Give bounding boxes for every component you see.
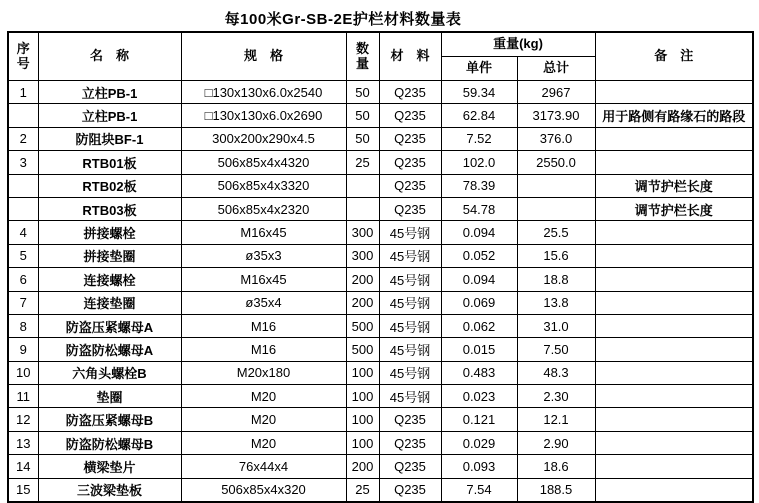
- cell-total-weight: 18.6: [517, 455, 595, 478]
- cell-seq: 13: [8, 431, 38, 454]
- cell-unit-weight: 59.34: [441, 81, 517, 104]
- cell-unit-weight: 54.78: [441, 197, 517, 220]
- cell-spec: M16x45: [181, 268, 346, 291]
- cell-total-weight: 13.8: [517, 291, 595, 314]
- cell-name: 垫圈: [38, 385, 181, 408]
- cell-unit-weight: 62.84: [441, 104, 517, 127]
- cell-remark: [595, 408, 753, 431]
- cell-spec: □130x130x6.0x2540: [181, 81, 346, 104]
- header-qty-line2: 量: [355, 55, 369, 71]
- table-row: [8, 104, 753, 127]
- cell-seq: 7: [8, 291, 38, 314]
- cell-remark: [595, 291, 753, 314]
- cell-remark: [595, 455, 753, 478]
- cell-unit-weight: 0.062: [441, 314, 517, 337]
- cell-name: 防盗防松螺母A: [38, 338, 181, 361]
- cell-name: RTB03板: [38, 197, 181, 220]
- cell-unit-weight: 78.39: [441, 174, 517, 197]
- cell-spec: M16: [181, 314, 346, 337]
- table-row: [8, 291, 753, 314]
- cell-material: 45号钢: [379, 385, 441, 408]
- cell-total-weight: 376.0: [517, 127, 595, 150]
- cell-qty: 50: [346, 127, 379, 150]
- cell-spec: M20: [181, 408, 346, 431]
- cell-name: RTB02板: [38, 174, 181, 197]
- cell-qty: [346, 174, 379, 197]
- cell-unit-weight: 7.54: [441, 478, 517, 502]
- cell-name: 连接垫圈: [38, 291, 181, 314]
- cell-seq: 11: [8, 385, 38, 408]
- cell-material: Q235: [379, 455, 441, 478]
- cell-remark: [595, 431, 753, 454]
- cell-spec: 300x200x290x4.5: [181, 127, 346, 150]
- cell-name: 横梁垫片: [38, 455, 181, 478]
- cell-seq: 2: [8, 127, 38, 150]
- cell-remark: [595, 244, 753, 267]
- cell-qty: 50: [346, 81, 379, 104]
- cell-name: 防盗压紧螺母B: [38, 408, 181, 431]
- cell-remark: [595, 338, 753, 361]
- cell-qty: 25: [346, 151, 379, 174]
- table-row: [8, 314, 753, 337]
- cell-material: 45号钢: [379, 221, 441, 244]
- cell-unit-weight: 0.052: [441, 244, 517, 267]
- cell-spec: 506x85x4x320: [181, 478, 346, 502]
- table-row: [8, 151, 753, 174]
- cell-qty: 100: [346, 385, 379, 408]
- cell-remark: 用于路侧有路缘石的路段: [595, 104, 753, 127]
- table-row: [8, 221, 753, 244]
- cell-qty: 25: [346, 478, 379, 502]
- cell-remark: 调节护栏长度: [595, 197, 753, 220]
- cell-remark: [595, 81, 753, 104]
- cell-seq: 8: [8, 314, 38, 337]
- cell-total-weight: 15.6: [517, 244, 595, 267]
- cell-material: Q235: [379, 174, 441, 197]
- cell-name: 连接螺栓: [38, 268, 181, 291]
- cell-remark: [595, 127, 753, 150]
- table-row: [8, 361, 753, 384]
- header-unit-weight: 单件: [441, 57, 517, 81]
- cell-name: RTB01板: [38, 151, 181, 174]
- cell-qty: 50: [346, 104, 379, 127]
- cell-total-weight: 12.1: [517, 408, 595, 431]
- table-title: 每100米Gr-SB-2E护栏材料数量表: [224, 11, 462, 28]
- cell-spec: 76x44x4: [181, 455, 346, 478]
- header-qty: [346, 32, 379, 81]
- cell-spec: 506x85x4x4320: [181, 151, 346, 174]
- cell-qty: [346, 197, 379, 220]
- cell-seq: 5: [8, 244, 38, 267]
- cell-name: 六角头螺栓B: [38, 361, 181, 384]
- cell-seq: 3: [8, 151, 38, 174]
- cell-spec: M20: [181, 431, 346, 454]
- table-row: [8, 127, 753, 150]
- cell-spec: 506x85x4x2320: [181, 197, 346, 220]
- cell-unit-weight: 0.121: [441, 408, 517, 431]
- table-row: [8, 244, 753, 267]
- cell-qty: 200: [346, 291, 379, 314]
- cell-unit-weight: 0.094: [441, 268, 517, 291]
- cell-spec: M16x45: [181, 221, 346, 244]
- cell-total-weight: 2.30: [517, 385, 595, 408]
- cell-seq: [8, 197, 38, 220]
- cell-total-weight: 188.5: [517, 478, 595, 502]
- cell-spec: ø35x4: [181, 291, 346, 314]
- cell-material: Q235: [379, 81, 441, 104]
- cell-total-weight: 3173.90: [517, 104, 595, 127]
- header-weight-group: 重量(kg): [441, 32, 595, 57]
- cell-material: 45号钢: [379, 361, 441, 384]
- cell-qty: 300: [346, 244, 379, 267]
- cell-spec: □130x130x6.0x2690: [181, 104, 346, 127]
- cell-spec: 506x85x4x3320: [181, 174, 346, 197]
- cell-unit-weight: 0.029: [441, 431, 517, 454]
- cell-remark: [595, 151, 753, 174]
- cell-name: 立柱PB-1: [38, 81, 181, 104]
- table-row: [8, 338, 753, 361]
- cell-qty: 200: [346, 268, 379, 291]
- cell-seq: 10: [8, 361, 38, 384]
- table-row: [8, 408, 753, 431]
- cell-unit-weight: 0.094: [441, 221, 517, 244]
- header-seq: [8, 32, 38, 81]
- cell-qty: 500: [346, 314, 379, 337]
- cell-seq: 9: [8, 338, 38, 361]
- cell-material: Q235: [379, 197, 441, 220]
- cell-remark: [595, 361, 753, 384]
- header-name: 名 称: [38, 32, 181, 81]
- header-total-weight: 总计: [517, 57, 595, 81]
- cell-material: Q235: [379, 151, 441, 174]
- cell-total-weight: [517, 197, 595, 220]
- cell-remark: [595, 385, 753, 408]
- cell-material: Q235: [379, 127, 441, 150]
- table-row: [8, 174, 753, 197]
- cell-spec: ø35x3: [181, 244, 346, 267]
- header-seq-line2: 号: [16, 55, 30, 71]
- cell-unit-weight: 7.52: [441, 127, 517, 150]
- cell-spec: M20: [181, 385, 346, 408]
- cell-seq: 12: [8, 408, 38, 431]
- cell-spec: M20x180: [181, 361, 346, 384]
- cell-qty: 500: [346, 338, 379, 361]
- material-quantity-table: [7, 31, 754, 503]
- cell-name: 拼接螺栓: [38, 221, 181, 244]
- cell-spec: M16: [181, 338, 346, 361]
- header-seq-line1: 序: [16, 40, 30, 56]
- cell-qty: 200: [346, 455, 379, 478]
- cell-seq: 1: [8, 81, 38, 104]
- table-row: [8, 81, 753, 104]
- cell-name: 拼接垫圈: [38, 244, 181, 267]
- cell-qty: 100: [346, 431, 379, 454]
- cell-total-weight: 48.3: [517, 361, 595, 384]
- table-row: [8, 268, 753, 291]
- table-row: [8, 431, 753, 454]
- cell-seq: [8, 174, 38, 197]
- cell-total-weight: 7.50: [517, 338, 595, 361]
- cell-material: Q235: [379, 104, 441, 127]
- cell-unit-weight: 0.093: [441, 455, 517, 478]
- cell-name: 立柱PB-1: [38, 104, 181, 127]
- cell-seq: 4: [8, 221, 38, 244]
- cell-material: Q235: [379, 478, 441, 502]
- cell-seq: [8, 104, 38, 127]
- cell-unit-weight: 0.015: [441, 338, 517, 361]
- table-row: [8, 197, 753, 220]
- cell-qty: 100: [346, 361, 379, 384]
- header-qty-line1: 数: [355, 40, 369, 56]
- cell-total-weight: 18.8: [517, 268, 595, 291]
- cell-material: 45号钢: [379, 244, 441, 267]
- header-row-1: [8, 32, 753, 57]
- cell-name: 防盗防松螺母B: [38, 431, 181, 454]
- header-material: 材 料: [379, 32, 441, 81]
- cell-remark: [595, 268, 753, 291]
- cell-material: 45号钢: [379, 268, 441, 291]
- cell-name: 三波梁垫板: [38, 478, 181, 502]
- cell-total-weight: [517, 174, 595, 197]
- cell-material: 45号钢: [379, 314, 441, 337]
- cell-total-weight: 2967: [517, 81, 595, 104]
- cell-remark: 调节护栏长度: [595, 174, 753, 197]
- table-row: [8, 455, 753, 478]
- cell-remark: [595, 221, 753, 244]
- cell-unit-weight: 0.069: [441, 291, 517, 314]
- cell-qty: 100: [346, 408, 379, 431]
- cell-remark: [595, 314, 753, 337]
- cell-name: 防阻块BF-1: [38, 127, 181, 150]
- cell-material: Q235: [379, 408, 441, 431]
- cell-seq: 6: [8, 268, 38, 291]
- cell-unit-weight: 102.0: [441, 151, 517, 174]
- cell-unit-weight: 0.023: [441, 385, 517, 408]
- header-spec: 规 格: [181, 32, 346, 81]
- cell-total-weight: 2550.0: [517, 151, 595, 174]
- cell-material: 45号钢: [379, 338, 441, 361]
- table-header: [8, 32, 753, 81]
- table-row: [8, 478, 753, 502]
- cell-total-weight: 31.0: [517, 314, 595, 337]
- cell-total-weight: 2.90: [517, 431, 595, 454]
- cell-seq: 15: [8, 478, 38, 502]
- table-body: [8, 81, 753, 503]
- header-remark: 备 注: [595, 32, 753, 81]
- cell-unit-weight: 0.483: [441, 361, 517, 384]
- cell-qty: 300: [346, 221, 379, 244]
- cell-seq: 14: [8, 455, 38, 478]
- cell-remark: [595, 478, 753, 502]
- table-row: [8, 385, 753, 408]
- cell-material: 45号钢: [379, 291, 441, 314]
- cell-material: Q235: [379, 431, 441, 454]
- cell-total-weight: 25.5: [517, 221, 595, 244]
- cell-name: 防盗压紧螺母A: [38, 314, 181, 337]
